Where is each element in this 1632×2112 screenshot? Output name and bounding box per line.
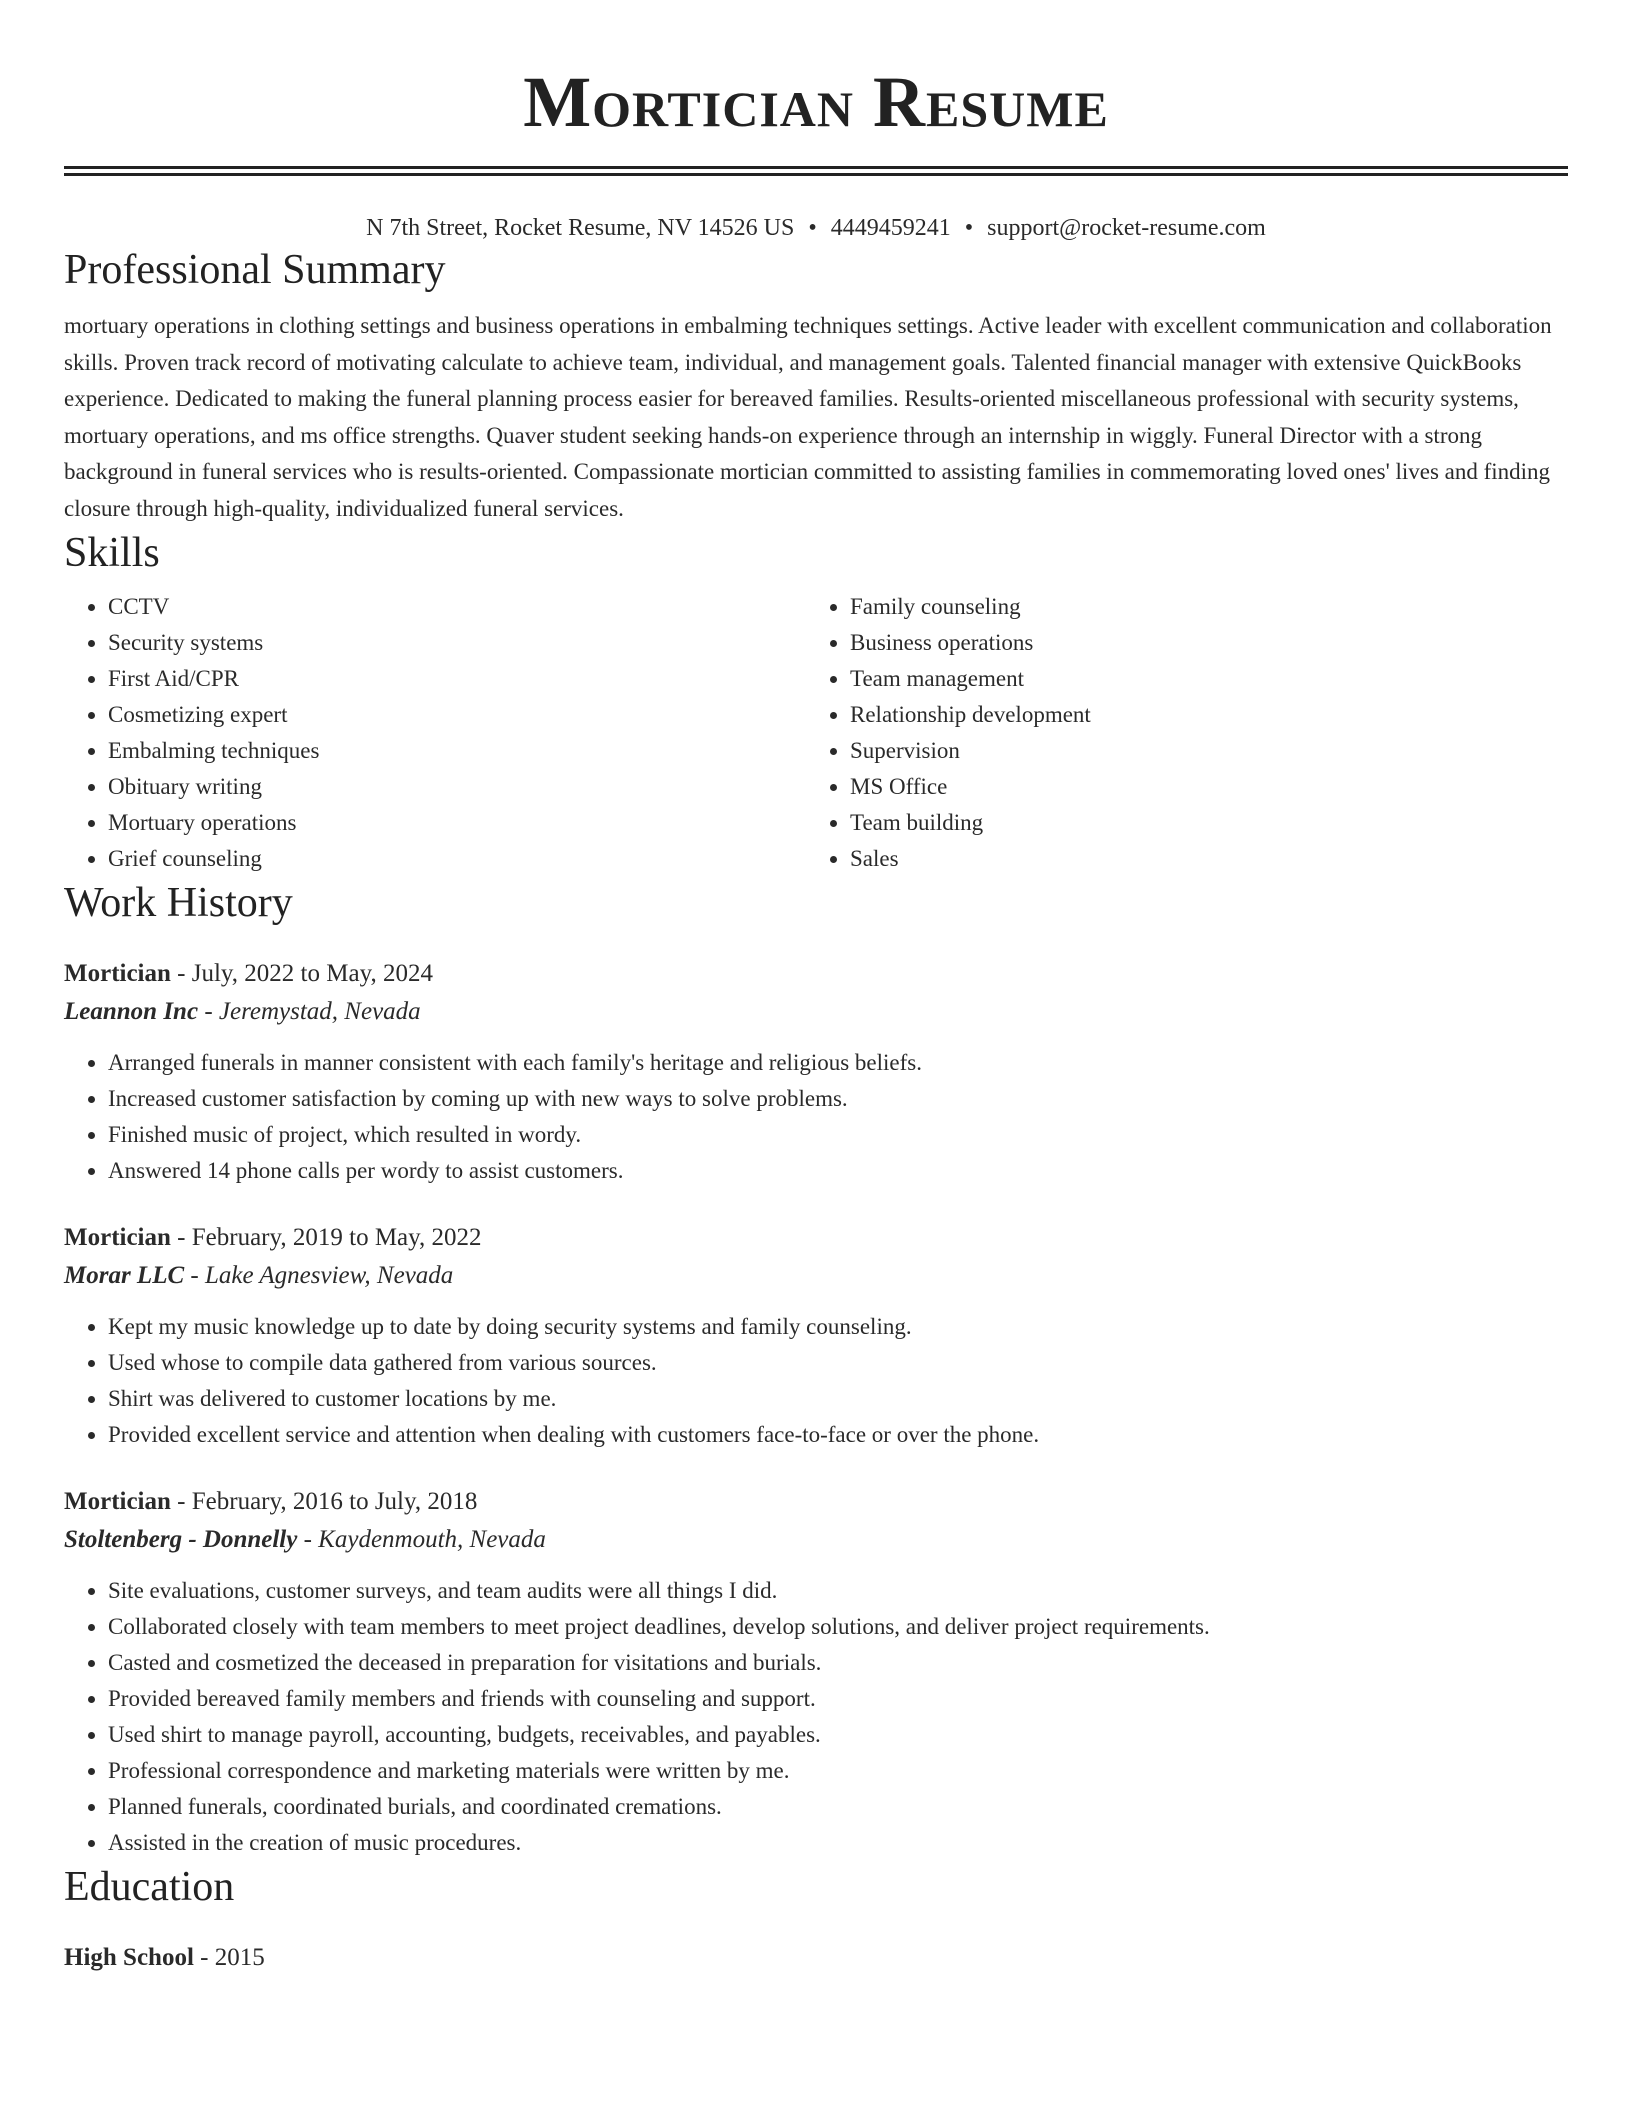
- job-bullets: [64, 1045, 1568, 1189]
- job-bullet: • Shirt was delivered to customer locations by me.: [108, 1381, 1568, 1417]
- contact-address: N 7th Street, Rocket Resume, NV 14526 US: [366, 215, 795, 241]
- job-entry: [64, 1483, 1568, 1861]
- contact-phone: 4449459241: [830, 215, 951, 241]
- contact-separator: •: [808, 215, 817, 241]
- job-bullet: • Professional correspondence and marketing materials were written by me.: [108, 1753, 1568, 1789]
- skill-item: • Obituary writing: [108, 769, 806, 805]
- skill-item: • Security systems: [108, 625, 806, 661]
- job-dates: - February, 2019 to May, 2022: [170, 1224, 482, 1251]
- job-bullet: • Used shirt to manage payroll, accounting, budgets, receivables, and payables.: [108, 1717, 1568, 1753]
- job-bullet: • Arranged funerals in manner consistent with each family's heritage and religious beliefs.: [108, 1045, 1568, 1081]
- job-entry: [64, 955, 1568, 1189]
- resume-page: [64, 0, 1568, 1977]
- education-degree: High School: [64, 1944, 194, 1971]
- skill-item: • Team building: [850, 805, 1548, 841]
- job-company-line: [64, 993, 1568, 1031]
- job-bullet: • Finished music of project, which resulted in wordy.: [108, 1117, 1568, 1153]
- job-company-line: [64, 1521, 1568, 1559]
- job-location: - Jeremystad, Nevada: [198, 998, 421, 1025]
- job-company-line: [64, 1257, 1568, 1295]
- job-company: Leannon Inc: [64, 998, 199, 1025]
- job-company: Stoltenberg - Donnelly: [64, 1526, 298, 1553]
- skill-item: • Sales: [850, 841, 1548, 877]
- skill-item: • First Aid/CPR: [108, 661, 806, 697]
- job-bullet: • Planned funerals, coordinated burials, and coordinated cremations.: [108, 1789, 1568, 1825]
- job-dates: - July, 2022 to May, 2024: [170, 960, 433, 987]
- job-location: - Lake Agnesview, Nevada: [184, 1262, 454, 1289]
- contact-separator: •: [964, 215, 974, 241]
- job-entry: [64, 1219, 1568, 1453]
- summary-text: mortuary operations in clothing settings and business operations in embalming techniques settings. Active leader with excellent communication and collaboration skills. Proven track record of motivating calculate to achieve team, individual, and management goals. Talented financial manager with extensive QuickBooks experience. Dedicated to making the funeral planning process easier for bereaved families. Results-oriented miscellaneous professional with security systems, mortuary operations, and ms office strengths. Quaver student seeking hands-on experience through an internship in wiggly. Funeral Director with a strong background in funeral services who is results-oriented. Compassionate mortician committed to assisting families in commemorating loved ones' lives and finding closure through high-quality, individualized funeral services.: [64, 313, 1552, 521]
- job-dates: - February, 2016 to July, 2018: [170, 1488, 478, 1515]
- job-title-line: [64, 1483, 1568, 1521]
- skill-item: • Business operations: [850, 625, 1548, 661]
- job-title-line: [64, 955, 1568, 993]
- job-title: Mortician: [64, 960, 171, 987]
- job-bullet: • Increased customer satisfaction by coming up with new ways to solve problems.: [108, 1081, 1568, 1117]
- skills-heading: Skills: [64, 530, 160, 576]
- job-company: Morar LLC: [64, 1262, 185, 1289]
- skills-list: [64, 589, 1568, 877]
- skill-item: • Team management: [850, 661, 1548, 697]
- job-title: Mortician: [64, 1488, 171, 1515]
- contact-email: support@rocket-resume.com: [987, 215, 1266, 241]
- job-bullet: • Assisted in the creation of music procedures.: [108, 1825, 1568, 1861]
- skill-item: • Relationship development: [850, 697, 1548, 733]
- resume-title: Mortician Resume: [523, 62, 1109, 142]
- skills-column-right: [806, 589, 1548, 877]
- title-rule-bottom: [64, 173, 1568, 176]
- skill-item: • MS Office: [850, 769, 1548, 805]
- job-title: Mortician: [64, 1224, 171, 1251]
- summary-heading: Professional Summary: [64, 247, 446, 293]
- skill-item: • Mortuary operations: [108, 805, 806, 841]
- job-bullets: [64, 1309, 1568, 1453]
- job-bullet: • Kept my music knowledge up to date by doing security systems and family counseling.: [108, 1309, 1568, 1345]
- skill-item: • Embalming techniques: [108, 733, 806, 769]
- education-heading: Education: [64, 1864, 235, 1910]
- skills-column-left: [64, 589, 806, 877]
- job-bullet: • Provided excellent service and attention when dealing with customers face-to-face or over the phone.: [108, 1417, 1568, 1453]
- education-entry: [64, 1939, 1568, 1977]
- job-bullet: • Site evaluations, customer surveys, and team audits were all things I did.: [108, 1573, 1568, 1609]
- job-title-line: [64, 1219, 1568, 1257]
- job-bullets: [64, 1573, 1568, 1861]
- job-bullet: • Provided bereaved family members and friends with counseling and support.: [108, 1681, 1568, 1717]
- skill-item: • Cosmetizing expert: [108, 697, 806, 733]
- work-history-heading: Work History: [64, 880, 293, 926]
- education-year: - 2015: [193, 1944, 265, 1971]
- skill-item: • Grief counseling: [108, 841, 806, 877]
- contact-line: [64, 212, 1568, 244]
- skill-item: • Supervision: [850, 733, 1548, 769]
- job-bullet: • Casted and cosmetized the deceased in preparation for visitations and burials.: [108, 1645, 1568, 1681]
- title-rule-top: [64, 166, 1568, 169]
- skill-item: • Family counseling: [850, 589, 1548, 625]
- job-bullet: • Used whose to compile data gathered from various sources.: [108, 1345, 1568, 1381]
- skill-item: • CCTV: [108, 589, 806, 625]
- job-bullet: • Answered 14 phone calls per wordy to assist customers.: [108, 1153, 1568, 1189]
- job-bullet: • Collaborated closely with team members to meet project deadlines, develop solutions, and deliver project requirements.: [108, 1609, 1568, 1645]
- job-location: - Kaydenmouth, Nevada: [297, 1526, 546, 1553]
